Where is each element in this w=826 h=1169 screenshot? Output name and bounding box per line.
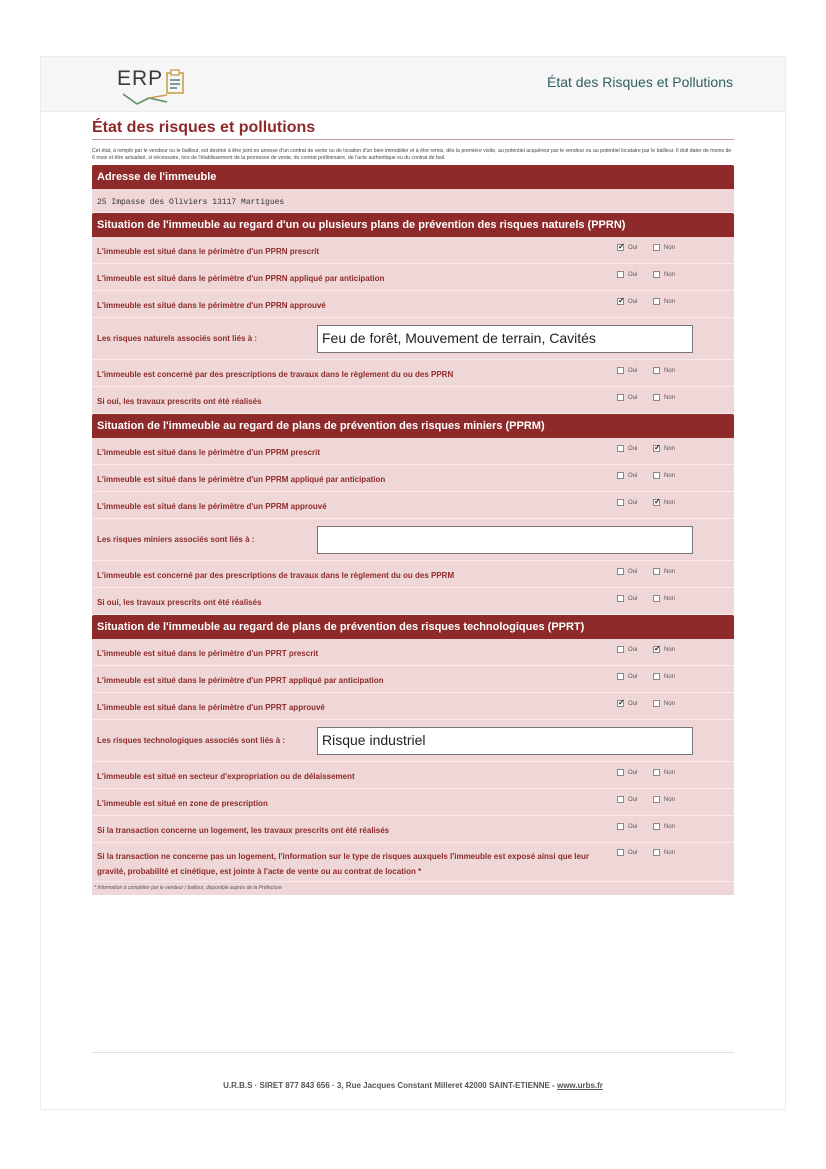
- row-label: L'immeuble est situé dans le périmètre d'un PPRT approuvé: [97, 703, 325, 713]
- checkbox-box[interactable]: [617, 823, 624, 830]
- non-label: Non: [664, 272, 676, 279]
- non-label: Non: [664, 446, 676, 453]
- non-label: Non: [664, 674, 676, 681]
- non-checkbox[interactable]: [653, 673, 675, 682]
- oui-label: Oui: [628, 245, 638, 252]
- row-label: L'immeuble est situé dans le périmètre d'un PPRT prescrit: [97, 649, 319, 659]
- checkbox-box[interactable]: [653, 700, 660, 707]
- non-label: Non: [664, 299, 676, 306]
- non-label: Non: [664, 368, 676, 375]
- row-label: L'immeuble est situé dans le périmètre d'un PPRT appliqué par anticipation: [97, 676, 384, 686]
- risks-field[interactable]: Feu de forêt, Mouvement de terrain, Cavités: [317, 325, 693, 353]
- form-row: [92, 465, 734, 492]
- oui-label: Oui: [628, 596, 638, 603]
- section-header-address: Adresse de l'immeuble: [92, 165, 734, 189]
- row-label: L'immeuble est situé dans le périmètre d'un PPRM prescrit: [97, 448, 320, 458]
- checkbox-box[interactable]: [617, 244, 624, 251]
- form-row: [92, 762, 734, 789]
- oui-checkbox[interactable]: [617, 823, 637, 832]
- row-label: L'immeuble est situé dans le périmètre d'un PPRN prescrit: [97, 247, 320, 257]
- checkbox-box[interactable]: [653, 244, 660, 251]
- form-row: [92, 693, 734, 720]
- page-footer: [92, 1081, 734, 1090]
- row-label: L'immeuble est concerné par des prescriptions de travaux dans le règlement du ou des PPRN: [97, 370, 454, 380]
- non-checkbox[interactable]: [653, 796, 675, 805]
- form-row: [92, 360, 734, 387]
- oui-checkbox[interactable]: [617, 298, 637, 307]
- oui-label: Oui: [628, 797, 638, 804]
- footnote: * Information à compléter par le vendeur / bailleur, disponible auprès de la Préfecture: [92, 882, 734, 895]
- oui-label: Oui: [628, 500, 638, 507]
- non-label: Non: [664, 824, 676, 831]
- oui-checkbox[interactable]: [617, 472, 637, 481]
- header-title: État des Risques et Pollutions: [547, 74, 733, 90]
- form-row: [92, 387, 734, 414]
- checkbox-box[interactable]: [617, 271, 624, 278]
- checkbox-box[interactable]: [617, 700, 624, 707]
- non-label: Non: [664, 701, 676, 708]
- non-label: Non: [664, 797, 676, 804]
- form-content: [92, 118, 734, 895]
- checkbox-box[interactable]: [653, 796, 660, 803]
- oui-checkbox[interactable]: [617, 244, 637, 253]
- oui-checkbox[interactable]: [617, 673, 637, 682]
- footer-link[interactable]: www.urbs.fr: [556, 1081, 603, 1090]
- oui-checkbox[interactable]: [617, 445, 637, 454]
- non-label: Non: [664, 395, 676, 402]
- checkbox-box[interactable]: [653, 367, 660, 374]
- form-row: [92, 789, 734, 816]
- form-row: [92, 264, 734, 291]
- non-checkbox[interactable]: [653, 595, 675, 604]
- checkbox-box[interactable]: [653, 568, 660, 575]
- pprt-rows: [92, 639, 734, 882]
- checkbox-box[interactable]: [653, 472, 660, 479]
- section-header-pprt: Situation de l'immeuble au regard de plans de prévention des risques technologiques (PPRT): [92, 615, 734, 639]
- checkbox-box[interactable]: [617, 367, 624, 374]
- oui-checkbox[interactable]: [617, 367, 637, 376]
- non-checkbox[interactable]: [653, 271, 675, 280]
- oui-label: Oui: [628, 824, 638, 831]
- risks-label: Les risques miniers associés sont liés à :: [97, 535, 255, 545]
- checkbox-box[interactable]: [653, 298, 660, 305]
- intro-text: Cet état, à remplir par le vendeur ou le bailleur, est destiné à être joint en annexe d'un contrat de vente ou de location d'un bien immobilier et à être remis, dès la première visite, au potentiel acquéreur par le vendeur ou au potentiel locataire par le bailleur. Il doit dater de moins de 6 mois et être actualisé, si nécessaire, lors de l'établissement de la promesse de vente, du contrat préliminaire, de l'acte authentique ou du contrat de bail.: [92, 148, 732, 161]
- checkbox-box[interactable]: [617, 499, 624, 506]
- risks-label: Les risques technologiques associés sont liés à :: [97, 736, 286, 746]
- risks-row: [92, 720, 734, 762]
- form-row: [92, 438, 734, 465]
- oui-label: Oui: [628, 446, 638, 453]
- oui-label: Oui: [628, 368, 638, 375]
- row-label: L'immeuble est situé dans le périmètre d'un PPRM appliqué par anticipation: [97, 475, 386, 485]
- non-label: Non: [664, 770, 676, 777]
- checkbox-box[interactable]: [617, 849, 624, 856]
- non-label: Non: [664, 500, 676, 507]
- row-label: Si oui, les travaux prescrits ont été réalisés: [97, 397, 262, 407]
- oui-checkbox[interactable]: [617, 700, 637, 709]
- non-checkbox[interactable]: [653, 849, 675, 858]
- oui-label: Oui: [628, 701, 638, 708]
- row-label: L'immeuble est situé en secteur d'expropriation ou de délaissement: [97, 772, 355, 782]
- risks-label: Les risques naturels associés sont liés à :: [97, 334, 258, 344]
- checkbox-box[interactable]: [653, 769, 660, 776]
- checkbox-box[interactable]: [653, 673, 660, 680]
- non-checkbox[interactable]: [653, 244, 675, 253]
- non-label: Non: [664, 569, 676, 576]
- oui-label: Oui: [628, 647, 638, 654]
- section-header-pprn: Situation de l'immeuble au regard d'un ou plusieurs plans de prévention des risques naturels (PPRN): [92, 213, 734, 237]
- row-label: L'immeuble est concerné par des prescriptions de travaux dans le règlement du ou des PPRM: [97, 571, 455, 581]
- risks-row: [92, 318, 734, 360]
- oui-label: Oui: [628, 674, 638, 681]
- checkbox-box[interactable]: [653, 823, 660, 830]
- non-checkbox[interactable]: [653, 499, 675, 508]
- form-row: [92, 666, 734, 693]
- oui-label: Oui: [628, 473, 638, 480]
- oui-label: Oui: [628, 850, 638, 857]
- oui-checkbox[interactable]: [617, 271, 637, 280]
- address-row: [92, 189, 734, 213]
- oui-label: Oui: [628, 770, 638, 777]
- oui-label: Oui: [628, 395, 638, 402]
- checkbox-box[interactable]: [617, 568, 624, 575]
- footer-divider: [92, 1052, 734, 1053]
- pprn-rows: [92, 237, 734, 414]
- checkbox-box[interactable]: [653, 445, 660, 452]
- non-label: Non: [664, 245, 676, 252]
- row-label: Si oui, les travaux prescrits ont été réalisés: [97, 598, 262, 608]
- page-title: État des risques et pollutions: [92, 118, 734, 140]
- checkbox-box[interactable]: [653, 646, 660, 653]
- non-checkbox[interactable]: [653, 472, 675, 481]
- erp-logo: [117, 67, 197, 105]
- checkbox-box[interactable]: [653, 394, 660, 401]
- oui-label: Oui: [628, 569, 638, 576]
- oui-label: Oui: [628, 272, 638, 279]
- checkbox-box[interactable]: [617, 394, 624, 401]
- checkbox-box[interactable]: [617, 472, 624, 479]
- form-row: [92, 561, 734, 588]
- row-label: Si la transaction concerne un logement, les travaux prescrits ont été réalisés: [97, 826, 390, 836]
- checkbox-box[interactable]: [653, 271, 660, 278]
- page-header: [41, 57, 785, 112]
- form-row: [92, 237, 734, 264]
- oui-checkbox[interactable]: [617, 394, 637, 403]
- form-row: [92, 291, 734, 318]
- section-header-pprm: Situation de l'immeuble au regard de plans de prévention des risques miniers (PPRM): [92, 414, 734, 438]
- oui-checkbox[interactable]: [617, 499, 637, 508]
- oui-checkbox[interactable]: [617, 646, 637, 655]
- checkbox-box[interactable]: [653, 499, 660, 506]
- non-checkbox[interactable]: [653, 646, 675, 655]
- non-label: Non: [664, 596, 676, 603]
- oui-label: Oui: [628, 299, 638, 306]
- logo-text: ERP: [117, 67, 164, 90]
- non-label: Non: [664, 473, 676, 480]
- non-checkbox[interactable]: [653, 394, 675, 403]
- pprm-rows: [92, 438, 734, 615]
- address-value: 25 Impasse des Oliviers 13117 Martigues: [97, 198, 285, 208]
- form-row: [92, 639, 734, 666]
- non-checkbox[interactable]: [653, 700, 675, 709]
- checkbox-box[interactable]: [617, 298, 624, 305]
- trend-arrow-icon: [121, 92, 171, 106]
- form-row: [92, 492, 734, 519]
- form-row: [92, 588, 734, 615]
- non-checkbox[interactable]: [653, 823, 675, 832]
- oui-checkbox[interactable]: [617, 849, 637, 858]
- oui-checkbox[interactable]: [617, 769, 637, 778]
- non-checkbox[interactable]: [653, 445, 675, 454]
- checkbox-box[interactable]: [617, 646, 624, 653]
- checkbox-box[interactable]: [617, 796, 624, 803]
- risks-field[interactable]: [317, 526, 693, 554]
- oui-checkbox[interactable]: [617, 796, 637, 805]
- non-label: Non: [664, 647, 676, 654]
- footer-text: U.R.B.S · SIRET 877 843 656 · 3, Rue Jacques Constant Milleret 42000 SAINT-ETIENNE -: [223, 1081, 557, 1090]
- checkbox-box[interactable]: [617, 445, 624, 452]
- non-checkbox[interactable]: [653, 298, 675, 307]
- oui-checkbox[interactable]: [617, 568, 637, 577]
- checkbox-box[interactable]: [617, 595, 624, 602]
- form-row: [92, 843, 734, 882]
- row-label: L'immeuble est situé dans le périmètre d'un PPRN appliqué par anticipation: [97, 274, 385, 284]
- non-label: Non: [664, 850, 676, 857]
- row-label: Si la transaction ne concerne pas un logement, l'information sur le type de risques auxquels l'immeuble est exposé ainsi que leur gravité, probabilité et cinétique, est jointe à l'acte de vente ou au contrat de location *: [97, 852, 589, 877]
- oui-checkbox[interactable]: [617, 595, 637, 604]
- row-label: L'immeuble est situé dans le périmètre d'un PPRN approuvé: [97, 301, 326, 311]
- non-checkbox[interactable]: [653, 367, 675, 376]
- risks-row: [92, 519, 734, 561]
- checkbox-box[interactable]: [617, 769, 624, 776]
- checkbox-box[interactable]: [653, 849, 660, 856]
- risks-field[interactable]: Risque industriel: [317, 727, 693, 755]
- non-checkbox[interactable]: [653, 769, 675, 778]
- row-label: L'immeuble est situé en zone de prescription: [97, 799, 268, 809]
- form-row: [92, 816, 734, 843]
- checkbox-box[interactable]: [653, 595, 660, 602]
- non-checkbox[interactable]: [653, 568, 675, 577]
- row-label: L'immeuble est situé dans le périmètre d'un PPRM approuvé: [97, 502, 327, 512]
- checkbox-box[interactable]: [617, 673, 624, 680]
